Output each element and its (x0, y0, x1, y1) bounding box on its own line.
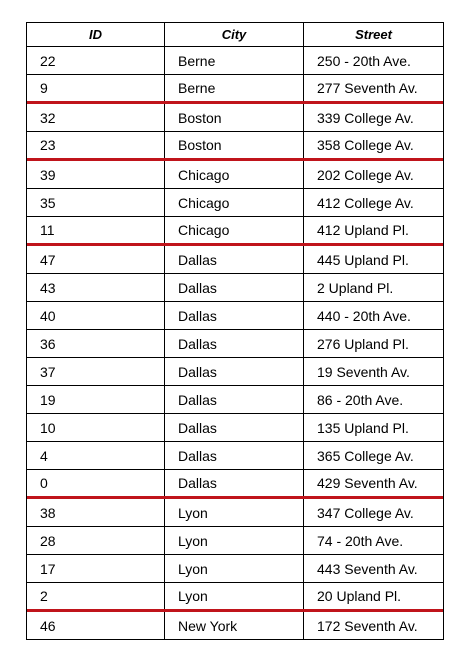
cell-city: Boston (165, 104, 304, 131)
cell-street: 429 Seventh Av. (317, 475, 418, 491)
table-row (27, 386, 443, 414)
table-row (27, 414, 443, 442)
cell-city: Berne (165, 47, 304, 74)
cell-street: 276 Upland Pl. (317, 335, 409, 352)
cell-street: 277 Seventh Av. (317, 80, 418, 96)
table-header-row (27, 22, 443, 47)
table-row (27, 612, 443, 640)
cell-id: 28 (27, 527, 165, 554)
cell-street: 2 Upland Pl. (317, 279, 394, 296)
cell-id: 38 (27, 499, 165, 526)
cell-city: Dallas (165, 274, 304, 301)
table-row (27, 104, 443, 132)
cell-id: 46 (27, 612, 165, 639)
cell-city: Boston (165, 132, 304, 158)
table-row (27, 358, 443, 386)
table-row (27, 555, 443, 583)
table-row (27, 302, 443, 330)
table-row (27, 274, 443, 302)
table-body (27, 47, 443, 640)
cell-id: 22 (27, 47, 165, 74)
cell-street: 135 Upland Pl. (317, 419, 409, 436)
cell-id: 40 (27, 302, 165, 329)
cell-id: 0 (27, 470, 165, 496)
cell-id: 17 (27, 555, 165, 582)
table-row (27, 330, 443, 358)
cell-street: 412 College Av. (317, 194, 414, 211)
cell-city: Chicago (165, 217, 304, 243)
cell-id: 37 (27, 358, 165, 385)
table-row (27, 47, 443, 75)
cell-city: Dallas (165, 442, 304, 469)
cell-id: 4 (27, 442, 165, 469)
cell-city: Dallas (165, 386, 304, 413)
cell-id: 19 (27, 386, 165, 413)
cell-street: 440 - 20th Ave. (317, 307, 411, 324)
table-row (27, 442, 443, 470)
cell-id: 11 (27, 217, 165, 243)
cell-city: Dallas (165, 414, 304, 441)
table-row (27, 246, 443, 274)
cell-id: 39 (27, 161, 165, 188)
table-row (27, 583, 443, 612)
cell-street: 365 College Av. (317, 447, 414, 464)
table-row (27, 189, 443, 217)
cell-street: 412 Upland Pl. (317, 222, 409, 238)
table-row (27, 527, 443, 555)
cell-city: Lyon (165, 555, 304, 582)
cell-id: 35 (27, 189, 165, 216)
cell-city: Dallas (165, 302, 304, 329)
cell-city: Dallas (165, 330, 304, 357)
cell-id: 43 (27, 274, 165, 301)
cell-id: 2 (27, 583, 165, 609)
cell-street: 445 Upland Pl. (317, 251, 409, 268)
cell-city: Dallas (165, 470, 304, 496)
cell-street: 443 Seventh Av. (317, 560, 418, 577)
table-row (27, 470, 443, 499)
table-row (27, 499, 443, 527)
table-row (27, 132, 443, 161)
cell-city: Berne (165, 75, 304, 101)
cell-city: Chicago (165, 189, 304, 216)
cell-city: Dallas (165, 246, 304, 273)
cell-street: 202 College Av. (317, 166, 414, 183)
cell-city: Lyon (165, 583, 304, 609)
cell-city: Chicago (165, 161, 304, 188)
cell-city: Dallas (165, 358, 304, 385)
cell-street: 339 College Av. (317, 109, 414, 126)
table-row (27, 161, 443, 189)
cell-city: Lyon (165, 527, 304, 554)
table-row (27, 217, 443, 246)
cell-street: 172 Seventh Av. (317, 617, 418, 634)
cell-street: 20 Upland Pl. (317, 588, 402, 604)
cell-street: 86 - 20th Ave. (317, 391, 404, 408)
header-city: City (165, 23, 304, 46)
address-table (26, 22, 444, 640)
header-street: Street (355, 27, 392, 42)
cell-id: 23 (27, 132, 165, 158)
cell-id: 32 (27, 104, 165, 131)
cell-street: 358 College Av. (317, 137, 414, 153)
cell-city: New York (165, 612, 304, 639)
cell-street: 19 Seventh Av. (317, 363, 410, 380)
table-row (27, 75, 443, 104)
cell-city: Lyon (165, 499, 304, 526)
header-id: ID (27, 23, 165, 46)
cell-street: 250 - 20th Ave. (317, 52, 411, 69)
cell-id: 9 (27, 75, 165, 101)
cell-street: 347 College Av. (317, 504, 414, 521)
cell-id: 47 (27, 246, 165, 273)
cell-street: 74 - 20th Ave. (317, 532, 404, 549)
cell-id: 10 (27, 414, 165, 441)
cell-id: 36 (27, 330, 165, 357)
